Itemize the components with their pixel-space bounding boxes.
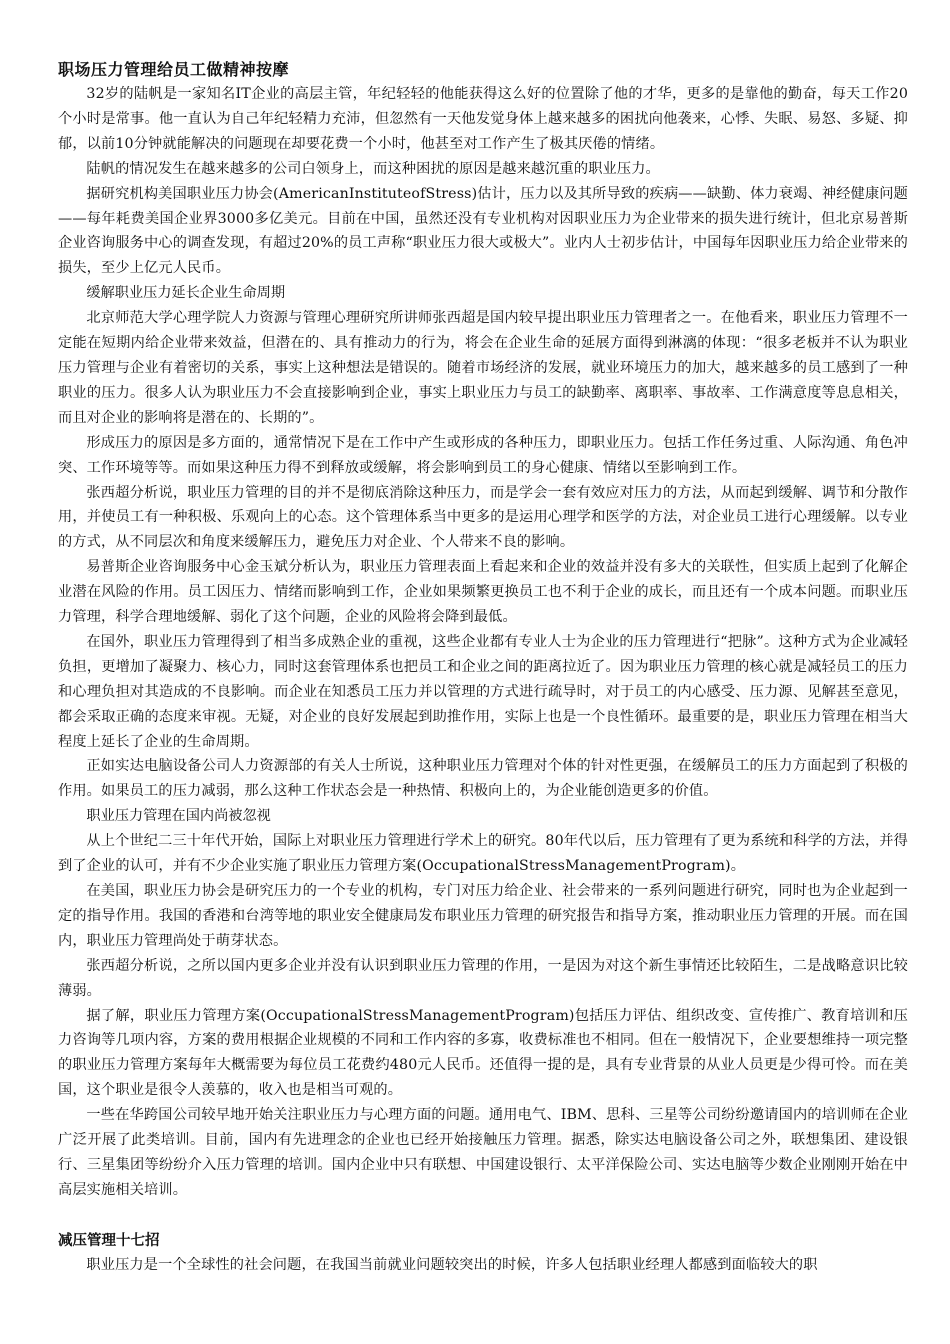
paragraph: 北京师范大学心理学院人力资源与管理心理研究所讲师张西超是国内较早提出职业压力管理者之一。在他看来，职业压力管理不一定能在短期内给企业带来效益，但潜在的、具有推动力的行为，将会在企业生命的延展方面得到淋漓的体现：“很多老板并不认为职业压力管理与企业有着密切的关系，事实上这种想法是错误的。随着市场经济的发展，就业环境压力的加大，越来越多的员工感到了一种职业的压力。很多人认为职业压力不会直接影响到企业，事实上职业压力与员工的缺勤率、离职率、事故率、工作满意度等息息相关，而且对企业的影响将是潜在的、长期的”。 xyxy=(58,310,908,426)
paragraph: 在美国，职业压力协会是研究压力的一个专业的机构，专门对压力给企业、社会带来的一系列问题进行研究，同时也为企业起到一定的指导作用。我国的香港和台湾等地的职业安全健康局发布职业压力管理的研究报告和指导方案，推动职业压力管理的开展。而在国内，职业压力管理尚处于萌芽状态。 xyxy=(58,883,908,949)
paragraph: 陆帆的情况发生在越来越多的公司白领身上，而这种困扰的原因是越来越沉重的职业压力。 xyxy=(86,160,660,177)
paragraph: 职业压力是一个全球性的社会问题，在我国当前就业问题较突出的时候，许多人包括职业经理人都感到面临较大的职 xyxy=(86,1256,818,1273)
section-subheading: 缓解职业压力延长企业生命周期 xyxy=(86,285,286,302)
paragraph: 一些在华跨国公司较早地开始关注职业压力与心理方面的问题。通用电气、IBM、思科、三星等公司纷纷邀请国内的培训师在企业广泛开展了此类培训。目前，国内有先进理念的企业也已经开始接触压力管理。据悉，除实达电脑设备公司之外，联想集团、建设银行、三星集团等纷纷介入压力管理的培训。国内企业中只有联想、中国建设银行、太平洋保险公司、实达电脑等少数企业刚刚开始在中高层实施相关培训。 xyxy=(58,1107,908,1198)
article-title-2: 减压管理十七招 xyxy=(58,1232,160,1249)
paragraph: 形成压力的原因是多方面的，通常情况下是在工作中产生或形成的各种压力，即职业压力。包括工作任务过重、人际沟通、角色冲突、工作环境等等。而如果这种压力得不到释放或缓解，将会影响到员工的身心健康、情绪以至影响到工作。 xyxy=(58,434,908,476)
paragraph: 正如实达电脑设备公司人力资源部的有关人士所说，这种职业压力管理对个体的针对性更强，在缓解员工的压力方面起到了积极的作用。如果员工的压力减弱，那么这种工作状态会是一种热情、积极向上的，为企业能创造更多的价值。 xyxy=(58,758,908,800)
paragraph: 在国外，职业压力管理得到了相当多成熟企业的重视，这些企业都有专业人士为企业的压力管理进行“把脉”。这种方式为企业减轻负担，更增加了凝聚力、核心力，同时这套管理体系也把员工和企业之间的距离拉近了。因为职业压力管理的核心就是减轻员工的压力和心理负担对其造成的不良影响。而企业在知悉员工压力并以管理的方式进行疏导时，对于员工的内心感受、压力源、见解甚至意见，都会采取正确的态度来审视。无疑，对企业的良好发展起到助推作用，实际上也是一个良性循环。最重要的是，职业压力管理在相当大程度上延长了企业的生命周期。 xyxy=(58,633,908,750)
paragraph: 易普斯企业咨询服务中心金玉斌分析认为，职业压力管理表面上看起来和企业的效益并没有多大的关联性，但实质上起到了化解企业潜在风险的作用。员工因压力、情绪而影响到工作，企业如果频繁更换员工也不利于企业的成长，而且还有一个成本问题。而职业压力管理，科学合理地缓解、弱化了这个问题，企业的风险将会降到最低。 xyxy=(58,559,908,626)
section-subheading: 职业压力管理在国内尚被忽视 xyxy=(86,808,271,825)
paragraph: 据了解，职业压力管理方案(OccupationalStressManagementProgram)包括压力评估、组织改变、宣传推广、教育培训和压力咨询等几项内容，方案的费用根据企业规模的不同和工作内容的多寡，收费标准也不相同。但在一般情况下，企业要想维持一项完整的职业压力管理方案每年大概需要为每位员工花费约480元人民币。还值得一提的是，具有专业背景的从业人员更是少得可怜。而在美国，这个职业是很令人羡慕的，收入也是相当可观的。 xyxy=(58,1007,908,1099)
paragraph: 张西超分析说，职业压力管理的目的并不是彻底消除这种压力，而是学会一套有效应对压力的方法，从而起到缓解、调节和分散作用，并使员工有一种积极、乐观向上的心态。这个管理体系当中更多的是运用心理学和医学的方法，对企业员工进行心理缓解。以专业的方式，从不同层次和角度来缓解压力，避免压力对企业、个人带来不良的影响。 xyxy=(58,484,908,551)
paragraph: 32岁的陆帆是一家知名IT企业的高层主管，年纪轻轻的他能获得这么好的位置除了他的才华，更多的是靠他的勤奋，每天工作20个小时是常事。他一直认为自己年纪轻精力充沛，但忽然有一天他发觉身体上越来越多的困扰向他袭来，心悸、失眠、易怒、多疑、抑郁，以前10分钟就能解决的问题现在却要花费一个小时，他甚至对工作产生了极其厌倦的情绪。 xyxy=(58,86,908,152)
paragraph: 张西超分析说，之所以国内更多企业并没有认识到职业压力管理的作用，一是因为对这个新生事情还比较陌生，二是战略意识比较薄弱。 xyxy=(58,957,908,999)
document-page xyxy=(58,58,908,1278)
section-gap xyxy=(58,1203,908,1229)
paragraph: 从上个世纪二三十年代开始，国际上对职业压力管理进行学术上的研究。80年代以后，压力管理有了更为系统和科学的方法，并得到了企业的认可，并有不少企业实施了职业压力管理方案(OccupationalStressManagementProgram)。 xyxy=(58,833,908,875)
article-title: 职场压力管理给员工做精神按摩 xyxy=(58,60,290,79)
paragraph: 据研究机构美国职业压力协会(AmericanInstituteofStress)估计，压力以及其所导致的疾病——缺勤、体力衰竭、神经健康问题——每年耗费美国企业界3000多亿美元。目前在中国，虽然还没有专业机构对因职业压力为企业带来的损失进行统计，但北京易普斯企业咨询服务中心的调查发现，有超过20%的员工声称“职业压力很大或极大”。业内人士初步估计，中国每年因职业压力给企业带来的损失，至少上亿元人民币。 xyxy=(58,185,908,277)
